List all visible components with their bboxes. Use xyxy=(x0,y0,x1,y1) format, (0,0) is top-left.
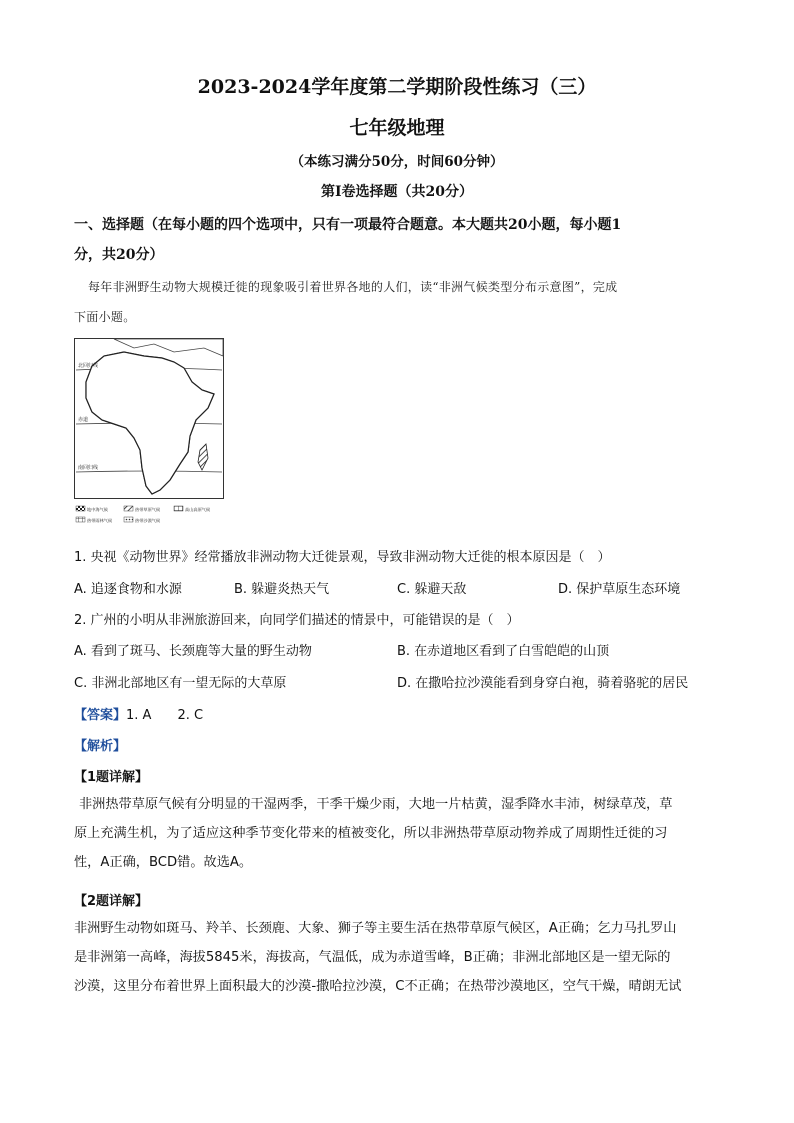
legend-savanna: 热带草原气候 xyxy=(135,507,161,512)
answer-text: 1. A 2. C xyxy=(126,708,204,723)
analysis-line xyxy=(74,735,126,754)
question-1-option-c: C. 躲避天敌 xyxy=(397,582,467,597)
intro-line-2: 下面小题。 xyxy=(74,310,136,324)
detail-1-tag: 【1题详解】 xyxy=(74,770,149,785)
detail-2-paragraph xyxy=(74,914,722,1001)
question-2-stem: 2. 广州的小明从非洲旅游回来，向同学们描述的情景中，可能错误的是（ ） xyxy=(74,613,520,628)
detail-2-line: 是非洲第一高峰，海拔5845米，海拔高，气温低，成为赤道雪峰，B正确；非洲北部地区是一望无际的 xyxy=(74,950,671,965)
detail-1-line: 性，A正确，BCD错。故选A。 xyxy=(74,855,253,870)
equator-label: 赤道 xyxy=(78,417,89,423)
question-2-option-b: B. 在赤道地区看到了白雪皑皑的山顶 xyxy=(397,644,610,659)
exam-note: （本练习满分50分，时间60分钟） xyxy=(290,154,504,170)
legend-desert: 热带沙漠气候 xyxy=(135,518,161,523)
section-heading: 第Ⅰ卷选择题（共20分） xyxy=(320,184,474,200)
question-1-option-b: B. 躲避炎热天气 xyxy=(234,582,330,597)
exam-title: 2023-2024学年度第二学期阶段性练习（三） xyxy=(197,76,597,98)
intro-line-1: 每年非洲野生动物大规模迁徙的现象吸引着世界各地的人们，读“非洲气候类型分布示意图”，完成 xyxy=(88,280,618,294)
map-figure xyxy=(74,338,224,526)
question-2-option-a: A. 看到了斑马、长颈鹿等大量的野生动物 xyxy=(74,644,312,659)
instruction-line-1: 一、选择题（在每小题的四个选项中，只有一项最符合题意。本大题共20小题，每小题1 xyxy=(74,217,622,233)
question-2-option-c: C. 非洲北部地区有一望无际的大草原 xyxy=(74,676,287,691)
answer-tag: 【答案】 xyxy=(74,708,127,723)
detail-1-heading xyxy=(74,766,148,785)
tropic-south-label: 南回归线 xyxy=(78,465,99,471)
instruction-line-2: 分，共20分） xyxy=(74,247,164,263)
detail-2-heading xyxy=(74,890,148,909)
detail-1-line: 原上充满生机，为了适应这种季节变化带来的植被变化，所以非洲热带草原动物养成了周期性迁徙的习 xyxy=(74,826,668,841)
question-2-option-d: D. 在撒哈拉沙漠能看到身穿白袍，骑着骆驼的居民 xyxy=(397,676,689,691)
legend-rainforest: 热带雨林气候 xyxy=(87,518,113,523)
tropic-north-label: 北回归线 xyxy=(78,363,99,369)
question-1-stem: 1. 央视《动物世界》经常播放非洲动物大迁徙景观，导致非洲动物大迁徙的根本原因是（ ） xyxy=(74,550,611,565)
detail-2-line: 非洲野生动物如斑马、羚羊、长颈鹿、大象、狮子等主要生活在热带草原气候区，A正确；乞力马扎罗山 xyxy=(74,921,677,936)
legend-mediterranean: 地中海气候 xyxy=(87,507,108,512)
africa-climate-map xyxy=(74,338,224,526)
question-1-option-d: D. 保护草原生态环境 xyxy=(558,582,681,597)
exam-subtitle: 七年级地理 xyxy=(349,117,445,139)
detail-1-paragraph xyxy=(74,790,722,877)
detail-2-line: 沙漠，这里分布着世界上面积最大的沙漠-撒哈拉沙漠，C不正确；在热带沙漠地区，空气干燥，晴朗无试 xyxy=(74,979,682,994)
question-1-option-a: A. 追逐食物和水源 xyxy=(74,582,182,597)
analysis-tag: 【解析】 xyxy=(74,739,127,754)
detail-2-tag: 【2题详解】 xyxy=(74,894,149,909)
legend-highland: 高山高原气候 xyxy=(185,507,211,512)
detail-1-line: 非洲热带草原气候有分明显的干湿两季，干季干燥少雨，大地一片枯黄，湿季降水丰沛，树绿草茂，草 xyxy=(79,797,673,812)
answer-line xyxy=(74,704,203,723)
